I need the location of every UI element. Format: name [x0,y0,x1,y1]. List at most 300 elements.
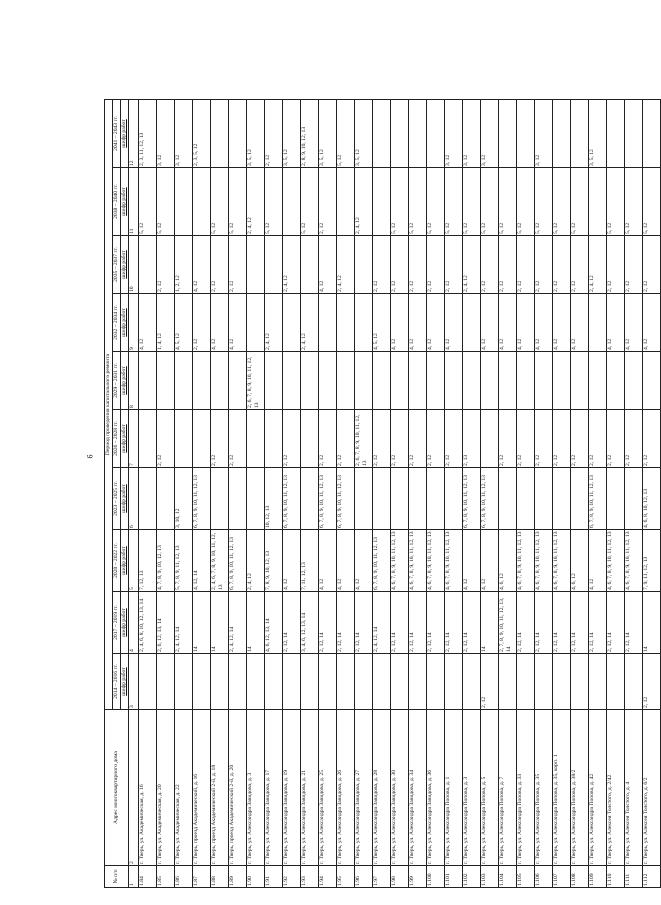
work-codes-cell [624,352,642,410]
row-address: г. Тверь, ул. Алексея Толстого, д. 2/42 [606,710,624,866]
work-codes-cell [534,654,552,710]
column-index: 7 [128,410,138,468]
work-codes-cell: 5, 12 [156,168,174,236]
work-codes-cell [390,352,408,410]
work-codes-cell [282,168,300,236]
work-codes-cell [570,468,588,530]
work-codes-cell: 6, 7, 8, 9, 10, 11, 12, 13 [480,468,498,530]
row-address: г. Тверь, ул. Александра Завидова, д. 17 [264,710,282,866]
work-codes-cell: 4, 12 [606,294,624,352]
work-codes-cell: 5, 12 [498,168,516,236]
work-codes-cell: 5, 12 [426,168,444,236]
work-codes-cell: 4, 12 [534,294,552,352]
row-address: г. Тверь, ул. Алексея Толстого, д. 6/2 [642,710,660,866]
work-codes-cell: 4, 12 [354,530,372,592]
work-codes-cell: 2, 12 [606,236,624,294]
row-number: 1.100 [426,866,444,888]
work-codes-cell: 2, 4, 12 [588,236,606,294]
work-codes-cell: 2, 12 [570,410,588,468]
table-row [516,99,534,887]
work-codes-cell [624,99,642,167]
work-codes-cell: 4, 7, 8, 9, 10, 12, 13 [156,530,174,592]
table-row [570,99,588,887]
work-codes-cell: 6, 7, 8, 9, 10, 11, 12, 13 [372,530,390,592]
work-codes-cell [354,352,372,410]
table-row [552,99,570,887]
work-codes-cell [390,468,408,530]
row-number: 1.105 [516,866,534,888]
header-work-code: шифр работ [120,168,128,236]
work-codes-cell [588,352,606,410]
work-codes-cell: 2, 12 [390,410,408,468]
work-codes-cell: 3, 12 [444,99,462,167]
row-address: г. Тверь, ул. Александра Завидова, д. 19 [282,710,300,866]
work-codes-cell: 2, 4, 12 [300,294,318,352]
row-number: 1.112 [642,866,660,888]
work-codes-cell [516,468,534,530]
row-address: г. Тверь, ул. Александра Завидова, д. 27 [354,710,372,866]
work-codes-cell [534,468,552,530]
table-row [480,99,498,887]
header-period: 2023 – 2025 гг. [112,468,120,530]
work-codes-cell: 2, 12 [210,236,228,294]
work-codes-cell: 5, 12 [228,168,246,236]
work-codes-cell [192,654,210,710]
work-codes-cell: 4, 12 [480,530,498,592]
work-codes-cell [642,352,660,410]
header-period: 2032 – 2034 гг. [112,294,120,352]
work-codes-cell: 4, 6, 12 [570,530,588,592]
row-address: г. Тверь, ул. Александра Попова, д. 42 [588,710,606,866]
work-codes-cell: 4, 6, 8, 10, 12, 13 [642,468,660,530]
work-codes-cell: 2, 12, 14 [552,592,570,654]
row-number: 1.107 [552,866,570,888]
work-codes-cell [246,410,264,468]
column-index: 6 [128,468,138,530]
work-codes-cell [444,352,462,410]
row-address: г. Тверь, ул. Александра Попова, д. 35 [534,710,552,866]
work-codes-cell: 2, 12, 14 [390,592,408,654]
work-codes-cell: 4, 12 [336,530,354,592]
work-codes-cell [372,654,390,710]
work-codes-cell [642,99,660,167]
work-codes-cell: 6, 7, 8, 9, 10, 11, 12, 13 [228,530,246,592]
work-codes-cell: 6, 7, 8, 9, 10, 11, 12, 13 [588,468,606,530]
table-row [246,99,264,887]
row-address: г. Тверь, ул. Александра Завидова, д. 26 [336,710,354,866]
column-index: 5 [128,530,138,592]
work-codes-cell [354,236,372,294]
row-address: г. Тверь, ул. Александра Завидова, д. 36 [426,710,444,866]
row-number: 1.95 [336,866,354,888]
work-codes-cell [336,168,354,236]
work-codes-cell: 2, 4, 6, 8, 10, 12, 13, 14 [138,592,156,654]
work-codes-cell: 5, 12 [534,168,552,236]
work-codes-cell: 2, 12, 14 [336,592,354,654]
table-row [642,99,660,887]
work-codes-cell: 2, 12 [624,410,642,468]
work-codes-cell: 5, 12 [516,168,534,236]
work-codes-cell: 2, 7, 8, 9, 10, 11, 12, 13, 14 [498,592,516,654]
row-number: 1.86 [174,866,192,888]
row-address: г. Тверь, ул. Александра Завидова, д. 25 [318,710,336,866]
column-index: 10 [128,236,138,294]
table-row [498,99,516,887]
row-number: 1.101 [444,866,462,888]
work-codes-cell [426,352,444,410]
work-codes-cell [246,468,264,530]
work-codes-cell: 4, 12 [282,530,300,592]
work-codes-cell: 2, 12 [336,410,354,468]
work-codes-cell [228,99,246,167]
work-codes-cell [300,468,318,530]
work-codes-cell [174,352,192,410]
work-codes-cell: 2, 12 [318,410,336,468]
header-work-code: шифр работ [120,654,128,710]
work-codes-cell: 2, 12 [192,294,210,352]
work-codes-cell [264,352,282,410]
work-codes-cell [318,294,336,352]
work-codes-cell: 5, 12 [642,168,660,236]
work-codes-cell [192,168,210,236]
row-address: г. Тверь, ул. Александра Попова, д. 35, корп. 1 [552,710,570,866]
work-codes-cell: 4, 12 [498,294,516,352]
work-codes-cell: 2, 4, 12 [264,294,282,352]
table-row [174,99,192,887]
work-codes-cell [444,654,462,710]
work-codes-cell: 14 [192,592,210,654]
work-codes-cell: 5, 12 [210,168,228,236]
row-number: 1.88 [210,866,228,888]
row-number: 1.104 [498,866,516,888]
work-codes-cell: 3, 5, 12 [354,99,372,167]
work-codes-cell: 4, 12, 14 [192,530,210,592]
header-work-code: шифр работ [120,352,128,410]
table-row [444,99,462,887]
work-codes-cell: 4, 6, 7, 8, 9, 10, 11, 12, 13 [552,530,570,592]
row-address: г. Тверь, ул. Академическая, д. 20 [156,710,174,866]
table-row [426,99,444,887]
row-address: г. Тверь, ул. Академическая, д. 22 [174,710,192,866]
work-codes-cell [588,294,606,352]
work-codes-cell: 3, 12 [462,99,480,167]
work-codes-cell: 2, 12 [588,410,606,468]
work-codes-cell: 14 [246,592,264,654]
work-codes-cell: 2, 12 [426,410,444,468]
work-codes-cell [408,468,426,530]
work-codes-cell [426,99,444,167]
row-address: г. Тверь, проезд Академический, д. 16 [192,710,210,866]
work-codes-cell [606,352,624,410]
work-codes-cell: 7, 11, 12, 13 [300,530,318,592]
column-index: 3 [128,654,138,710]
header-period: 2041 – 2043 гг. [112,99,120,167]
work-codes-cell [174,168,192,236]
work-codes-cell [210,468,228,530]
work-codes-cell: 2, 12, 14 [570,592,588,654]
table-row [192,99,210,887]
work-codes-cell [390,654,408,710]
work-codes-cell [498,99,516,167]
work-codes-cell: 4, 12 [210,294,228,352]
work-codes-cell: 2, 4, 12 [336,236,354,294]
header-period: 2020 – 2022 гг. [112,530,120,592]
work-codes-cell: 2, 12 [624,236,642,294]
work-codes-cell: 4, 12 [480,294,498,352]
work-codes-cell [192,352,210,410]
work-codes-cell: 2, 12 [282,410,300,468]
work-codes-cell: 2, 12 [426,236,444,294]
work-codes-cell: 4, 12 [516,294,534,352]
table-row [588,99,606,887]
work-codes-cell: 14 [480,592,498,654]
work-codes-cell: 2, 6, 7, 8, 9, 10, 11, 12, 13 [246,352,264,410]
row-address: г. Тверь, проезд Академический 2-й, д. 18 [210,710,228,866]
work-codes-cell [210,654,228,710]
work-codes-cell [228,654,246,710]
work-codes-cell [624,468,642,530]
work-codes-cell: 3, 12 [480,99,498,167]
work-codes-cell [174,410,192,468]
work-codes-cell [138,410,156,468]
table-row [138,99,156,887]
work-codes-cell [282,654,300,710]
work-codes-cell: 2, 12 [156,410,174,468]
work-codes-cell: 6, 7, 8, 9, 10, 11, 12, 13 [462,468,480,530]
work-codes-cell: 2, 12 [498,410,516,468]
work-codes-cell [138,352,156,410]
work-codes-cell [210,352,228,410]
capital-repair-schedule-table [104,99,661,888]
work-codes-cell: 4, 12 [552,294,570,352]
work-codes-cell: 2, 12 [552,236,570,294]
work-codes-cell: 2, 12, 14 [516,592,534,654]
work-codes-cell: 3, 4, 6, 12, 13, 14 [300,592,318,654]
header-number: № п/п [105,866,129,888]
work-codes-cell: 4, 12 [462,530,480,592]
header-work-code: шифр работ [120,530,128,592]
work-codes-cell: 2, 4, 12 [282,236,300,294]
work-codes-cell [588,654,606,710]
work-codes-cell [138,654,156,710]
work-codes-cell: 2, 12, 14 [462,592,480,654]
work-codes-cell: 10, 12, 13 [264,468,282,530]
work-codes-cell [300,352,318,410]
work-codes-cell [372,468,390,530]
work-codes-cell [354,654,372,710]
row-number: 1.96 [354,866,372,888]
work-codes-cell: 2, 12 [480,236,498,294]
row-number: 1.94 [318,866,336,888]
work-codes-cell [228,468,246,530]
work-codes-cell: 5, 12 [480,168,498,236]
work-codes-cell: 5, 7, 8, 9, 11, 12, 13 [174,530,192,592]
work-codes-cell: 4, 6, 12, 13, 14 [264,592,282,654]
work-codes-cell: 2, 12 [264,99,282,167]
work-codes-cell: 4, 12 [318,530,336,592]
row-address: г. Тверь, ул. Александра Попова, д. 33 [516,710,534,866]
work-codes-cell: 2, 12 [318,168,336,236]
work-codes-cell [462,352,480,410]
work-codes-cell [552,99,570,167]
row-address: г. Тверь, ул. Алексея Толстого, д. 4 [624,710,642,866]
work-codes-cell: 2, 13 [462,410,480,468]
work-codes-cell: 5, 12 [138,168,156,236]
work-codes-cell: 4, 5, 12 [372,294,390,352]
work-codes-cell [264,654,282,710]
work-codes-cell: 2, 12 [570,236,588,294]
work-codes-cell [426,468,444,530]
header-period: 2014 – 2016 гг. [112,654,120,710]
work-codes-cell: 2, 12, 14 [588,592,606,654]
row-address: г. Тверь, ул. Александра Завидова, д. 28 [372,710,390,866]
table-row [300,99,318,887]
work-codes-cell: 4, 12 [228,294,246,352]
work-codes-cell [408,352,426,410]
work-codes-cell: 4, 12 [444,294,462,352]
work-codes-cell: 1, 2, 12 [174,236,192,294]
work-codes-cell: 5, 12 [570,168,588,236]
work-codes-cell [552,468,570,530]
work-codes-cell: 4, 6, 7, 8, 9, 10, 11, 12, 13 [444,530,462,592]
row-number: 1.87 [192,866,210,888]
work-codes-cell [372,99,390,167]
work-codes-cell: 2, 3, 11, 12, 13 [138,99,156,167]
work-codes-cell: 2, 3, 5, 12 [192,99,210,167]
work-codes-cell [372,352,390,410]
work-codes-cell [138,236,156,294]
row-address: г. Тверь, ул. Александра Завидова, д. 34 [408,710,426,866]
work-codes-cell: 5, 12 [264,168,282,236]
header-work-code: шифр работ [120,468,128,530]
column-index: 8 [128,352,138,410]
work-codes-cell [246,236,264,294]
work-codes-cell: 2, 12 [498,236,516,294]
header-work-code: шифр работ [120,410,128,468]
work-codes-cell: 4, 6, 7, 8, 9, 10, 11, 12, 13 [624,530,642,592]
work-codes-cell: 6, 7, 8, 9, 10, 11, 12, 13 [192,468,210,530]
work-codes-cell [480,410,498,468]
work-codes-cell [264,410,282,468]
header-work-code: шифр работ [120,236,128,294]
work-codes-cell: 2, 12, 14 [606,592,624,654]
work-codes-cell: 5, 12 [552,168,570,236]
row-number: 1.89 [228,866,246,888]
row-address: г. Тверь, проезд Академический 2-й, д. 20 [228,710,246,866]
work-codes-cell [426,654,444,710]
work-codes-cell [606,99,624,167]
work-codes-cell: 2, 12 [408,410,426,468]
row-address: г. Тверь, ул. Александра Попова, д. 7 [498,710,516,866]
row-address: г. Тверь, ул. Александра Попова, д. 38/2 [570,710,588,866]
work-codes-cell: 2, 12 [642,654,660,710]
work-codes-cell [480,352,498,410]
table-row [534,99,552,887]
column-index: 4 [128,592,138,654]
table-row [408,99,426,887]
row-number: 1.102 [462,866,480,888]
table-row [606,99,624,887]
work-codes-cell: 5, 12 [444,168,462,236]
table-row [228,99,246,887]
work-codes-cell: 4, 12 [408,294,426,352]
work-codes-cell: 2, 4, 12 [354,168,372,236]
work-codes-cell [570,99,588,167]
row-number: 1.98 [390,866,408,888]
work-codes-cell [336,294,354,352]
work-codes-cell: 2, 12 [372,236,390,294]
table-row [390,99,408,887]
work-codes-cell [498,468,516,530]
work-codes-cell: 2, 12 [642,236,660,294]
work-codes-cell: 4, 6, 7, 8, 9, 10, 11, 12, 13 [426,530,444,592]
work-codes-cell: 2, 12 [210,410,228,468]
work-codes-cell [156,468,174,530]
work-codes-cell [462,654,480,710]
table-row [336,99,354,887]
work-codes-cell: 2, 12, 14 [354,592,372,654]
work-codes-cell [516,654,534,710]
work-codes-cell: 2, 12, 14 [534,592,552,654]
table-row [624,99,642,887]
work-codes-cell: 4, 6, 7, 8, 9, 10, 11, 12, 13 [408,530,426,592]
row-number: 1.106 [534,866,552,888]
work-codes-cell: 5, 12 [336,99,354,167]
work-codes-cell [174,654,192,710]
work-codes-cell: 7, 12, 13 [138,530,156,592]
work-codes-cell [624,654,642,710]
row-number: 1.84 [138,866,156,888]
work-codes-cell [156,654,174,710]
work-codes-cell: 4, 12 [642,294,660,352]
work-codes-cell [498,352,516,410]
work-codes-cell [300,236,318,294]
work-codes-cell: 7, 9, 11, 12, 13 [642,530,660,592]
work-codes-cell [354,294,372,352]
row-number: 1.111 [624,866,642,888]
row-number: 1.109 [588,866,606,888]
work-codes-cell: 2, 12 [156,236,174,294]
work-codes-cell: 2, 12, 14 [282,592,300,654]
row-number: 1.99 [408,866,426,888]
work-codes-cell: 2, 12 [606,410,624,468]
work-codes-cell: 1, 4, 12 [156,294,174,352]
work-codes-cell: 4, 6, 7, 8, 9, 10, 11, 12, 13 [534,530,552,592]
row-number: 1.85 [156,866,174,888]
work-codes-cell: 3, 12 [156,99,174,167]
rotated-table-container [104,100,649,888]
work-codes-cell: 4, 6, 7, 8, 9, 10, 11, 12, 13 [516,530,534,592]
work-codes-cell: 4, 12 [390,294,408,352]
row-address: г. Тверь, ул. Александра Попова, д. 5 [480,710,498,866]
work-codes-cell [570,352,588,410]
work-codes-cell [228,352,246,410]
work-codes-cell [210,99,228,167]
work-codes-cell [552,352,570,410]
work-codes-cell: 5, 12 [624,168,642,236]
work-codes-cell [408,99,426,167]
header-period: 2035 – 2037 гг. [112,236,120,294]
work-codes-cell [552,654,570,710]
work-codes-cell [138,468,156,530]
page-number: 6 [85,454,95,459]
work-codes-cell: 2, 4, 12, 14 [228,592,246,654]
table-row [354,99,372,887]
work-codes-cell: 2, 12 [390,236,408,294]
work-codes-cell [498,654,516,710]
work-codes-cell: 4, 12 [588,530,606,592]
work-codes-cell [282,294,300,352]
